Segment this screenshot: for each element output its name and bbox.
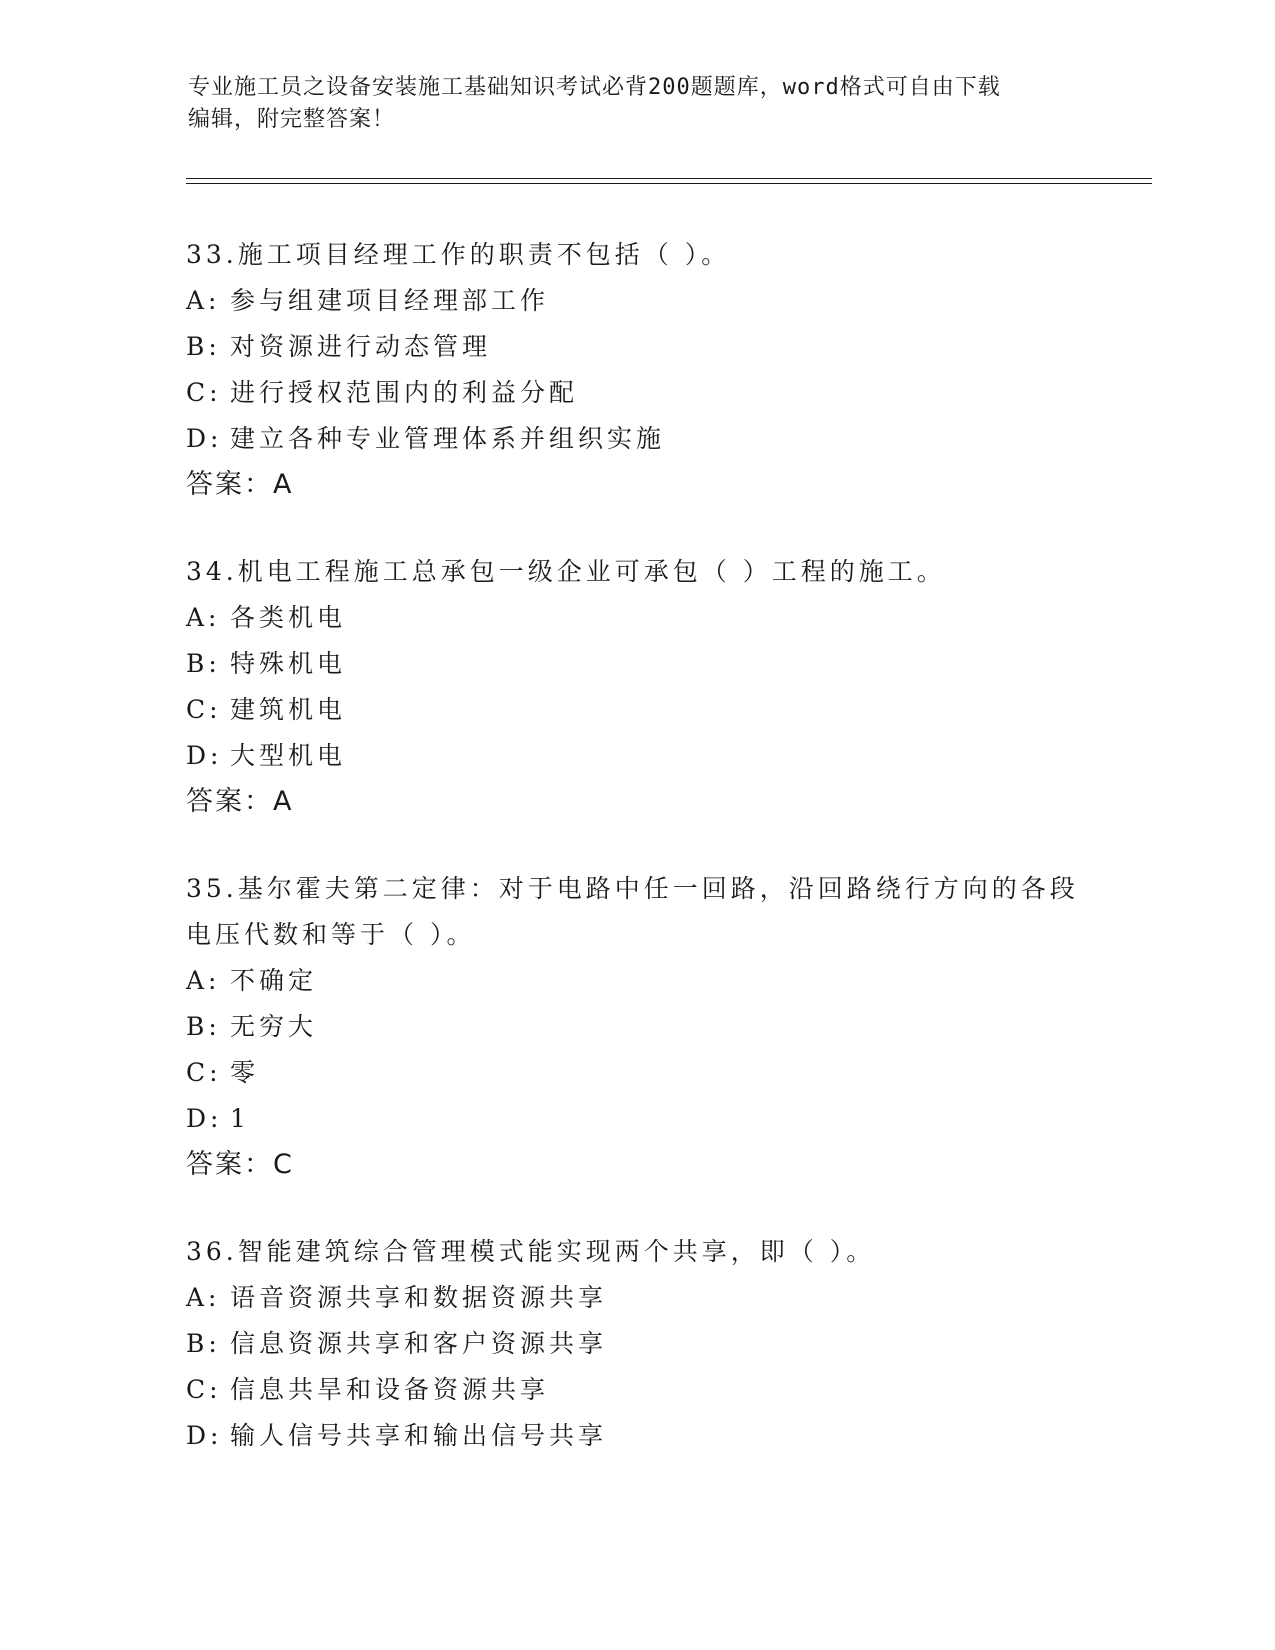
header-line-1: 专业施工员之设备安装施工基础知识考试必背200题题库，word格式可自由下载 [188, 75, 1001, 100]
document-header [188, 72, 1088, 136]
option-text: 信息资源共享和客户资源共享 [230, 1329, 608, 1358]
option-text: 参与组建项目经理部工作 [230, 286, 550, 315]
question-34 [186, 549, 1086, 825]
option-key: A: [186, 1283, 221, 1312]
question-stem-line-2: 电压代数和等于（ ）。 [186, 920, 476, 949]
option-text: 大型机电 [230, 741, 347, 770]
option-text: 不确定 [230, 966, 318, 995]
option-d [186, 733, 1086, 779]
option-key: C: [186, 378, 222, 407]
option-key: D: [186, 1104, 223, 1133]
option-key: C: [186, 1058, 222, 1087]
option-c [186, 1050, 1086, 1096]
question-35 [186, 866, 1086, 1188]
option-text: 1 [230, 1104, 250, 1133]
option-b [186, 1004, 1086, 1050]
option-text: 零 [230, 1058, 260, 1087]
question-stem: 33.施工项目经理工作的职责不包括（ ）。 [186, 240, 731, 269]
option-text: 对资源进行动态管理 [230, 332, 492, 361]
option-text: 信息共旱和设备资源共享 [230, 1375, 550, 1404]
option-key: D: [186, 424, 223, 453]
option-text: 无穷大 [230, 1012, 318, 1041]
header-divider-bottom [186, 183, 1152, 184]
option-key: A: [186, 286, 221, 315]
option-text: 建筑机电 [230, 695, 347, 724]
option-key: B: [186, 1012, 221, 1041]
question-stem: 36.智能建筑综合管理模式能实现两个共享，即（ ）。 [186, 1237, 876, 1266]
option-a [186, 1275, 1086, 1321]
option-d [186, 1096, 1086, 1142]
option-text: 建立各种专业管理体系并组织实施 [230, 424, 666, 453]
option-text: 输人信号共享和输出信号共享 [230, 1421, 608, 1450]
option-a [186, 595, 1086, 641]
option-key: D: [186, 1421, 223, 1450]
question-36 [186, 1229, 1086, 1459]
answer-label: 答案：A [186, 786, 294, 817]
answer-label: 答案：A [186, 469, 294, 500]
header-divider-top [186, 178, 1152, 179]
question-stem-line-1: 35.基尔霍夫第二定律：对于电路中任一回路，沿回路绕行方向的各段 [186, 874, 1079, 903]
option-d [186, 416, 1086, 462]
option-a [186, 278, 1086, 324]
option-text: 进行授权范围内的利益分配 [230, 378, 579, 407]
option-key: C: [186, 695, 222, 724]
option-text: 特殊机电 [230, 649, 347, 678]
option-b [186, 1321, 1086, 1367]
option-text: 语音资源共享和数据资源共享 [230, 1283, 608, 1312]
option-key: A: [186, 603, 221, 632]
option-c [186, 370, 1086, 416]
option-d [186, 1413, 1086, 1459]
option-key: D: [186, 741, 223, 770]
option-a [186, 958, 1086, 1004]
option-key: B: [186, 1329, 221, 1358]
option-b [186, 324, 1086, 370]
answer-label: 答案：C [186, 1149, 294, 1180]
question-33 [186, 232, 1086, 508]
option-b [186, 641, 1086, 687]
header-line-2: 编辑，附完整答案！ [188, 107, 396, 132]
option-c [186, 687, 1086, 733]
option-key: B: [186, 649, 221, 678]
option-text: 各类机电 [230, 603, 347, 632]
option-c [186, 1367, 1086, 1413]
option-key: C: [186, 1375, 222, 1404]
option-key: B: [186, 332, 221, 361]
option-key: A: [186, 966, 221, 995]
question-stem: 34.机电工程施工总承包一级企业可承包（ ）工程的施工。 [186, 557, 946, 586]
